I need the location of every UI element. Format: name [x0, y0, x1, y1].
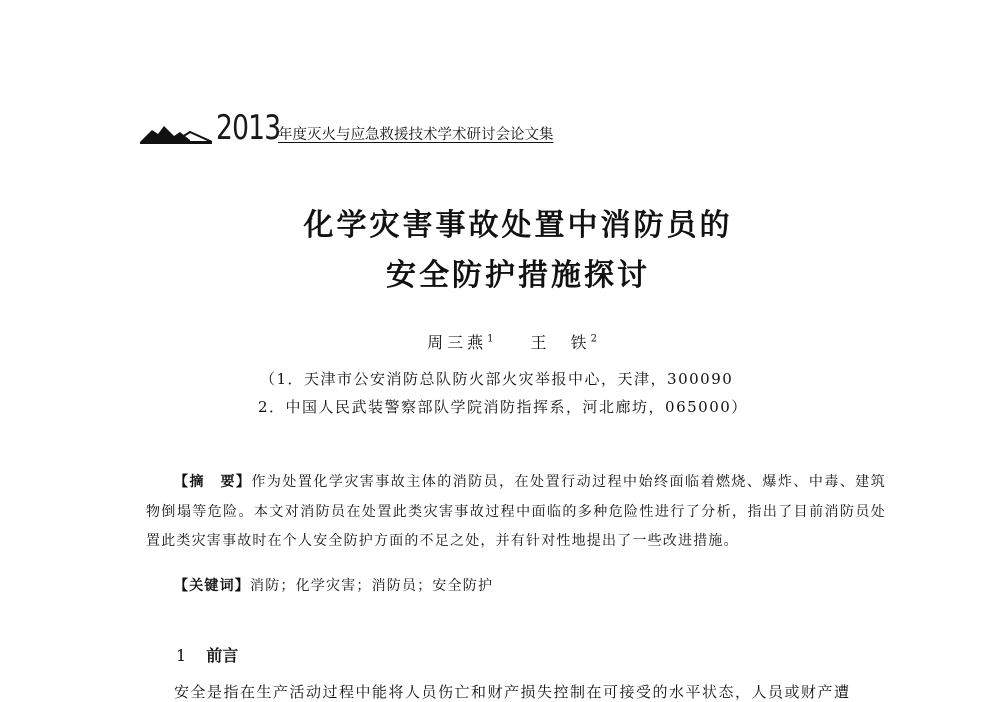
- author-superscript: 1: [487, 333, 494, 345]
- conference-title: 年度灭火与应急救援技术学术研讨会论文集: [278, 127, 554, 143]
- title-line-2: 安全防护措施探讨: [386, 258, 650, 293]
- keywords-text: 消防；化学灾害；消防员；安全防护: [250, 578, 494, 594]
- keywords: [174, 575, 894, 595]
- abstract: [146, 468, 886, 557]
- abstract-text: 作为处置化学灾害事故主体的消防员，在处置行动过程中始终面临着燃烧、爆炸、中毒、建筑物倒塌等危险。本文对消防员在处置此类灾害事故过程中面临的多种危险性进行了分析，指出了目前消防员处置此类灾害事故时在个人安全防护方面的不足之处，并有针对性地提出了一些改进措施。: [146, 474, 886, 549]
- section-heading: [176, 643, 238, 666]
- section-title: 前言: [206, 646, 239, 665]
- affiliation-1: （1．天津市公安消防总队防火部火灾举报中心，天津，300090: [260, 370, 734, 388]
- running-header: [140, 108, 554, 148]
- keywords-label: 【关键词】: [174, 578, 250, 594]
- affiliation-2: 2．中国人民武装警察部队学院消防指挥系，河北廊坊，065000）: [258, 398, 748, 416]
- author-name: 王 铁: [530, 333, 591, 352]
- mountain-logo-icon: [140, 120, 212, 144]
- section-number: 1: [176, 646, 187, 665]
- title-line-1: 化学灾害事故处置中消防员的: [303, 208, 733, 243]
- author-list: [0, 330, 1000, 353]
- author-superscript: 2: [590, 333, 597, 345]
- abstract-label: 【摘 要】: [174, 474, 252, 490]
- paper-title: [0, 208, 1000, 294]
- header-year: 2013: [216, 108, 281, 148]
- body-paragraph: 安全是指在生产活动过程中能将人员伤亡和财产损失控制在可接受的水平状态，人员或财产遭: [174, 683, 851, 701]
- author-name: 周三燕: [427, 333, 488, 352]
